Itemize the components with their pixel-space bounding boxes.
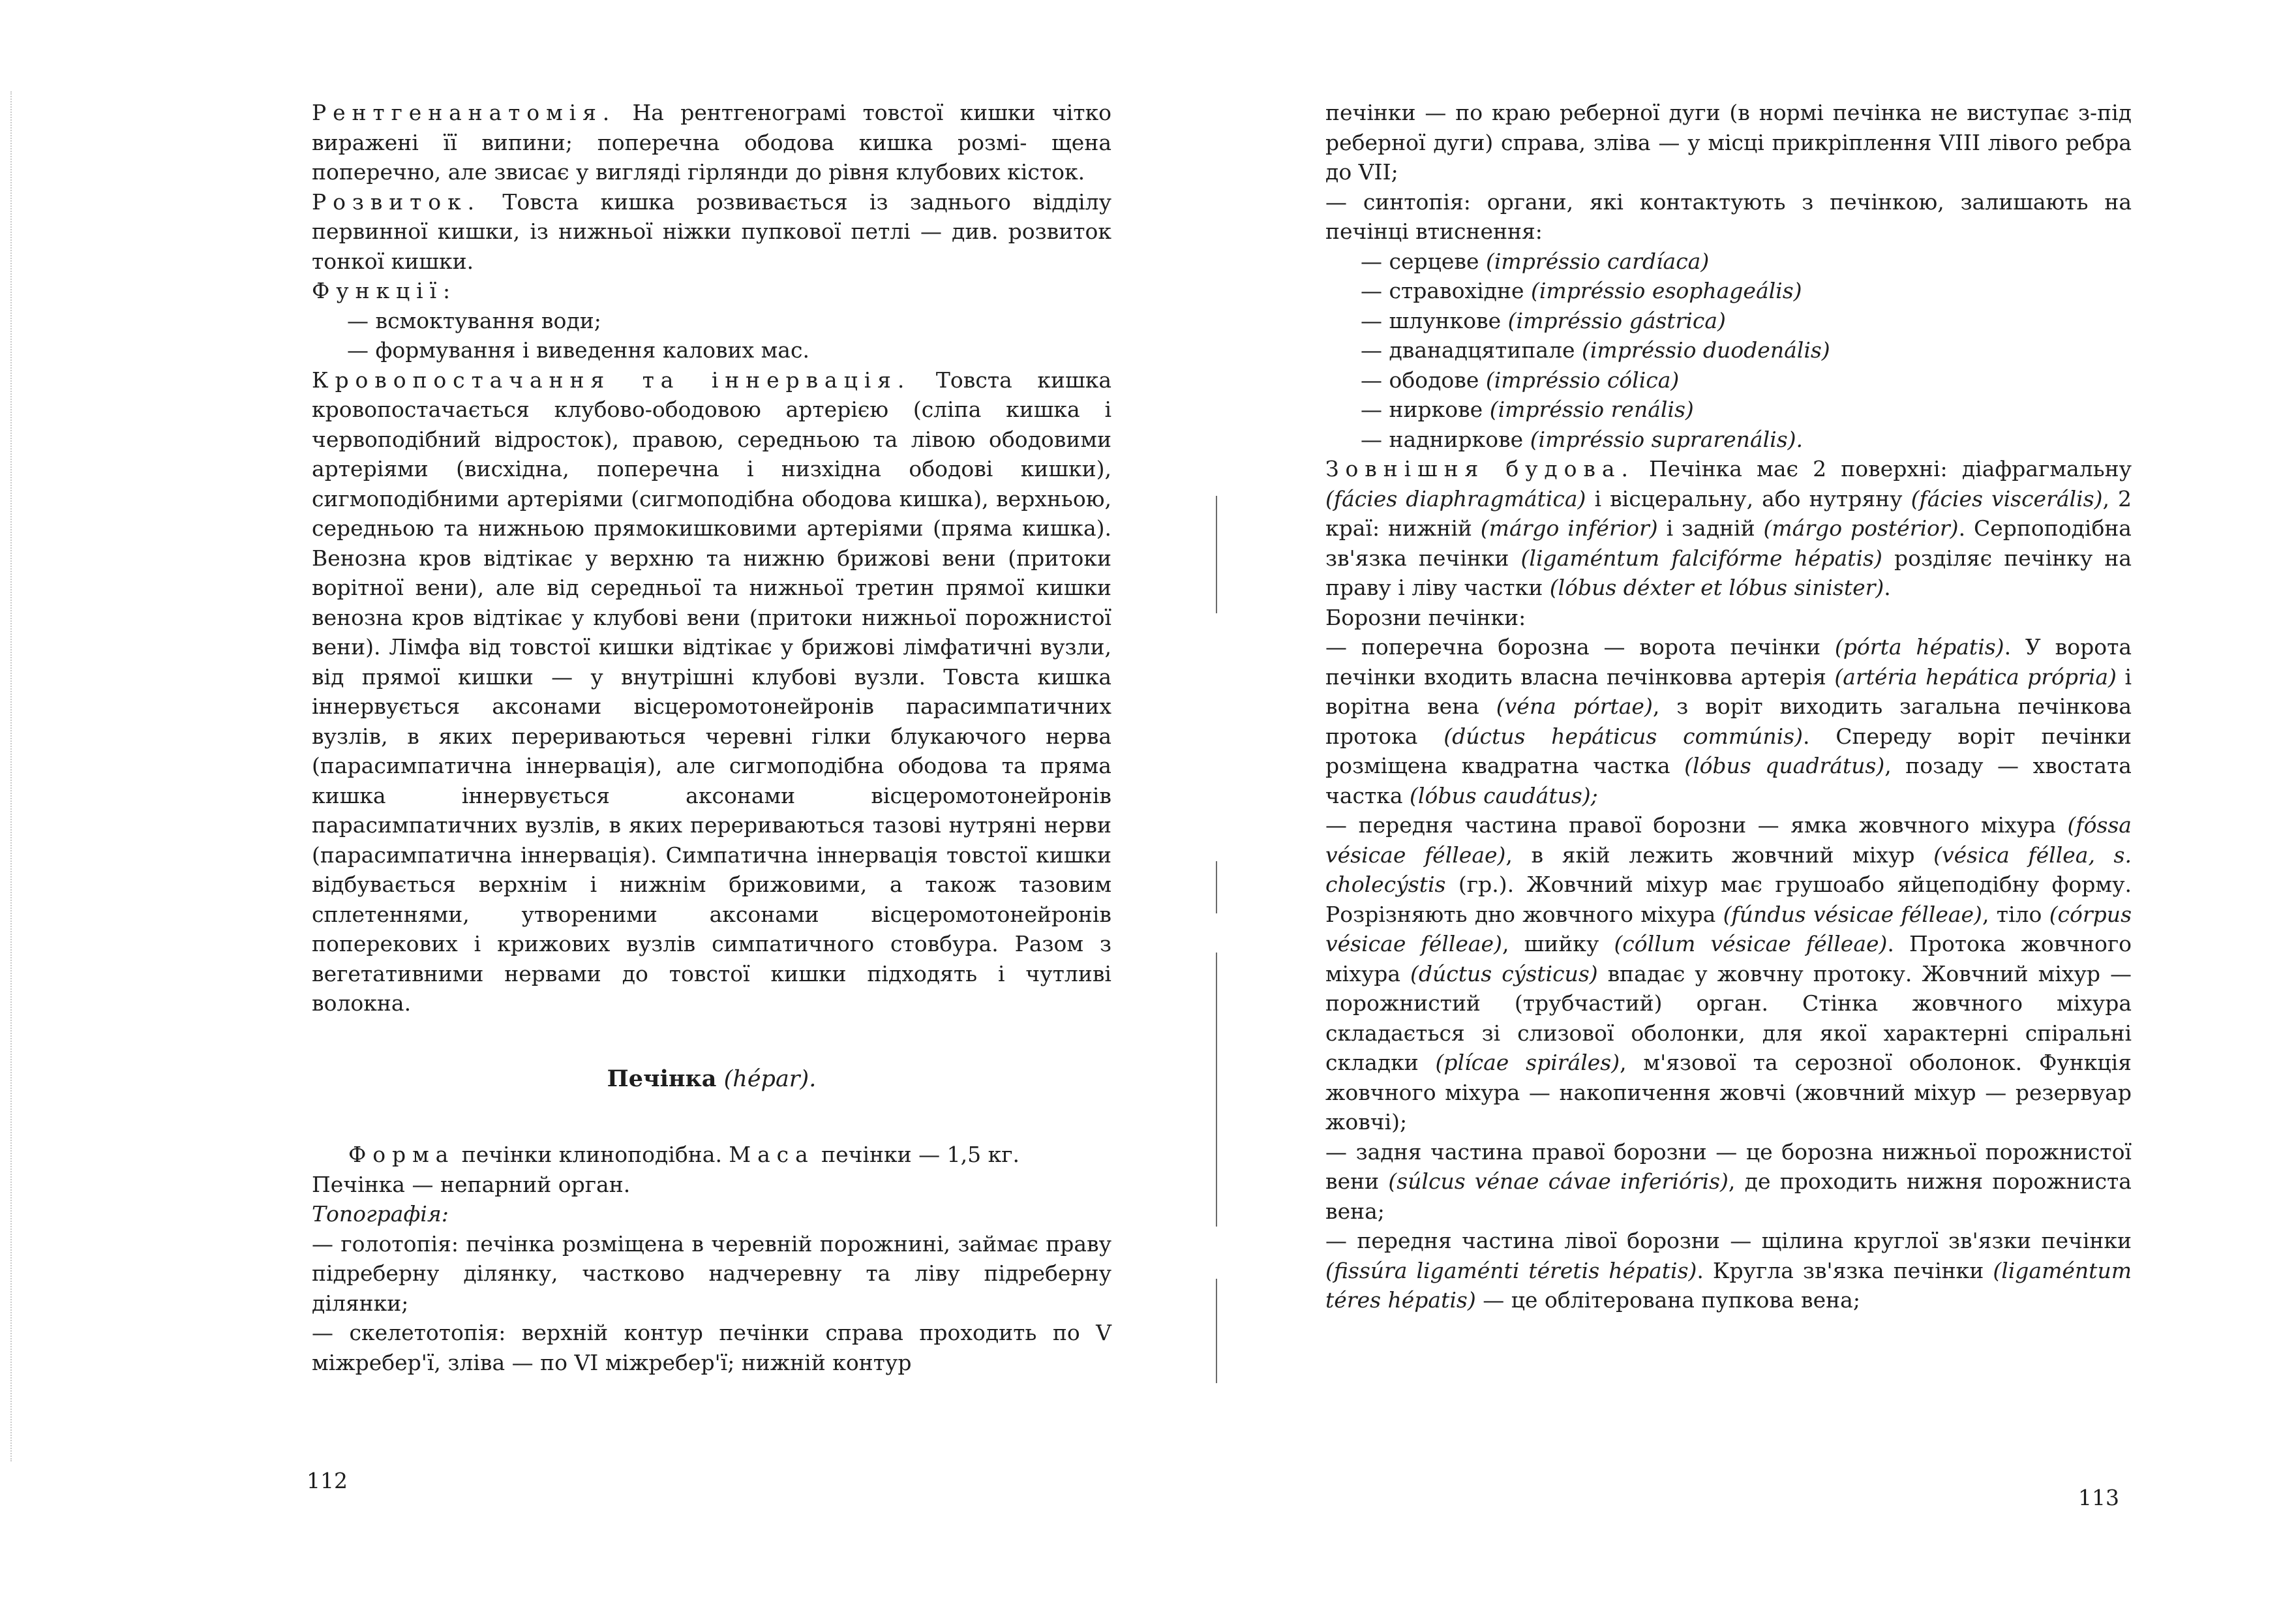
text-paragraph: — голотопія: печінка розміщена в черевній порожнині, займає праву підреберну ділянку, частково надчеревну та ліву підреберну ділянки; [312, 1230, 1111, 1316]
text-run: — це облітерована пуп [1475, 1287, 1743, 1313]
impression-item [1325, 365, 2132, 395]
latin-term: (artéria [1834, 664, 1918, 690]
text-run: . Серпоподібна зв'язка печінки [1325, 515, 2132, 571]
text-run: ворота печінки входить власна печінковва артерія [1325, 634, 2132, 690]
impression-latin: (impréssio gástrica) [1507, 307, 1726, 333]
golotopia-paragraph [312, 1229, 1111, 1319]
latin-term: (márgo postérior) [1763, 515, 1959, 541]
latin-term: cýsticus) [1502, 960, 1598, 986]
impression-item [1325, 335, 2132, 365]
text-run: . У [2004, 634, 2041, 660]
text-run: , 2 краї: нижній [1325, 485, 2132, 541]
impression-uk: — стравохідне [1361, 278, 1531, 303]
binding-gutter [1213, 496, 1220, 1409]
text-run: або яйцеподібну форму. Розрізняють дно жовчного міхура [1325, 872, 2132, 927]
latin-term: (ligamén [1520, 545, 1617, 571]
text-run: (гр.). Жовчний міхур має грушо [1445, 872, 1846, 897]
text-paragraph [1325, 1137, 2132, 1227]
latin-term: (fissúra ligaménti téretis hépatis) [1325, 1257, 1697, 1283]
furrows-title: Борозни печінки: [1325, 604, 1526, 630]
text-paragraph: — синтопія: органи, які контактують з печінкою, залишають на печінці втиснення: [1325, 189, 2132, 244]
impressions-list [1325, 247, 2132, 455]
page-number-right: 113 [2078, 1485, 2119, 1510]
impression-uk: — дванадцятипале [1361, 337, 1582, 363]
text-run: складається зі слизової оболонки, для якої характерні [1325, 1020, 2008, 1046]
mass-word: Маса [729, 1142, 815, 1167]
latin-term: (cóllum vésicae félleae) [1614, 931, 1888, 956]
page-number-left: 112 [307, 1468, 348, 1493]
text-run: Товста кишка розвивається із заднього відділу [480, 189, 1111, 215]
impression-item [1325, 425, 2132, 455]
text-run: первинної кишки, із нижньої ніжки пупкової петлі — див. [312, 219, 999, 244]
text-run: ки печінки [2003, 1228, 2132, 1253]
text-run: , м'язової та серозної [1620, 1050, 1892, 1075]
text-run: впадає у жовчну протоку. Жовчний міхур — [1597, 960, 2132, 986]
text-run: оболонок. Функція жовчного міхура — накопичення жовчі [1325, 1050, 2132, 1105]
latin-term: hepática própria) [1926, 664, 2117, 690]
latin-term: tum falcifórme hépatis) [1616, 545, 1882, 571]
text-run: спіральні складки [1325, 1020, 2132, 1075]
impression-uk: — серцеве [1361, 248, 1486, 274]
text-paragraph: — скелетотопія: верхній контур печінки справа проходить по V міжребер'ї, зліва — по VI міжребер'ї; нижній контур [312, 1320, 1111, 1375]
text-run: ра [2029, 812, 2068, 838]
skeletotopia-continued [1325, 98, 2132, 187]
impression-latin: (impréssio esophageális) [1530, 278, 1802, 303]
text-run: — задня частина правої борозни — це борозна нижньої [1325, 1138, 1976, 1165]
functions-list [312, 306, 1111, 365]
liver-title-latin: (hépar). [723, 1065, 817, 1092]
form-text-2: печінки — 1,5 кг. [814, 1142, 1020, 1167]
text-run: . Кругла зв'язка [1697, 1257, 1884, 1283]
spaced-heading: Функції: [312, 278, 457, 303]
text-run: , з воріт вихо [1652, 694, 1832, 719]
latin-term: (dúctus [1410, 960, 1492, 986]
text-run: і ворітна вена [1325, 664, 2132, 719]
text-run: , шийку [1502, 931, 1599, 956]
text-paragraph [1325, 454, 2132, 603]
text-paragraph [312, 187, 1111, 277]
latin-term: (fóssa vésicae félleae) [1325, 812, 2132, 868]
latin-term: (vésica féllea, s. cholecýstis [1325, 842, 2132, 897]
text-run: дить нижня порожниста вена; [1325, 1168, 2132, 1224]
latin-term: (fácies diaphragmática) [1325, 485, 1586, 511]
impression-latin: (impréssio cardíaca) [1485, 248, 1710, 274]
page-edge-marks [10, 91, 13, 1461]
text-run: і задній [1657, 515, 1755, 541]
text-run: розвиток тонкої кишки. [312, 219, 1111, 274]
text-run: порожнистої вени [1325, 1138, 2132, 1194]
text-paragraph [312, 98, 1111, 187]
form-word: Форма [348, 1142, 455, 1167]
text-run: розділяє печінку на праву і ліву [1325, 545, 2132, 600]
liver-form-paragraph [312, 1140, 1111, 1170]
text-run: На рентгенограмі товстої кишки [616, 100, 1036, 125]
text-run: щена поперечно, але звисає у вигляді гірлянди до рівня [312, 129, 1111, 185]
vena-cava-paragraph [1325, 1137, 2132, 1227]
text-run: , тіло [1982, 901, 2049, 927]
blood-supply-paragraph [312, 365, 1111, 1018]
porta-paragraph [1325, 632, 2132, 810]
text-run: , де прохо [1728, 1168, 1847, 1194]
text-run: і вісцеральну, або нутряну [1586, 485, 1903, 511]
latin-term: (lóbus quadrátus) [1684, 753, 1885, 778]
text-run: Печінка має 2 поверхні: діафраг [1634, 456, 2050, 481]
text-run: чітко виражені її випини; поперечна ободова кишка розмі- [312, 100, 1111, 155]
skeletotopia-paragraph [312, 1318, 1111, 1377]
latin-term: (fácies viscerális) [1911, 485, 2103, 511]
blood-supply-heading: Кровопостачання та іннервація. [312, 367, 911, 393]
text-run: — поперечна борозна — ворота печінки [1325, 634, 1835, 660]
text-paragraph [312, 276, 1111, 306]
impression-latin: (impréssio renális) [1489, 397, 1694, 422]
text-run: . Спереду воріт печінки розміщена квадратна частка [1325, 723, 2132, 778]
impression-uk: — надниркове [1361, 426, 1530, 452]
text-run: печінки [1893, 1257, 1993, 1283]
colon-section [312, 98, 1111, 306]
latin-term: (pórta hépatis) [1834, 634, 2004, 660]
latin-term: (dúctus hepáticus commú [1443, 723, 1763, 749]
form-text-1: печінки клиноподібна. [455, 1142, 729, 1167]
external-structure-paragraph [1325, 454, 2132, 603]
impression-uk: — ободове [1361, 367, 1486, 393]
impression-item [1325, 247, 2132, 277]
impression-item [1325, 276, 2132, 306]
function-item: — всмоктування води; [347, 307, 601, 333]
latin-term: (márgo inférior) [1480, 515, 1658, 541]
impression-item [1325, 395, 2132, 425]
text-run: . [1884, 575, 1891, 600]
function-item: — формування і виведення калових мас. [347, 337, 809, 363]
text-run: . Протока жовчного міхура [1325, 931, 2132, 986]
text-run: , в якій лежить жовчний міхур [1505, 842, 1915, 868]
text-run: порожнистий (трубчастий) орган. Стінка жовчного міхура [1325, 990, 2132, 1016]
latin-term: (lóbus [1410, 782, 1477, 808]
text-run: мальну [2049, 456, 2132, 481]
text-run: — передня частина лівої борозни — щілина круглої зв'яз [1325, 1228, 2004, 1253]
impression-latin: (impréssio cólica) [1485, 367, 1680, 393]
impression-latin: (impréssio duodenális) [1582, 337, 1830, 363]
text-run: — передня частина правої борозни — ямка жовчного міху [1325, 812, 2030, 838]
left-page [312, 98, 1111, 1377]
spaced-heading: Зовнішня будова. [1325, 456, 1635, 481]
right-page [1325, 98, 2132, 1315]
spaced-heading: Розвиток. [312, 189, 481, 215]
text-run: (жовчний міхур — резервуар жовчі); [1325, 1079, 2132, 1135]
latin-term: (fúndus vésicae félleae) [1723, 901, 1982, 927]
text-paragraph: печінки — по краю реберної дуги (в нормі печінка не виступає з-під реберної дуги) справа, зліва — у місці прикріплення VIII лівого ребра до VII; [1325, 100, 2132, 185]
impression-item [1325, 306, 2132, 336]
text-run: дить загальна печінкова протока [1325, 694, 2132, 749]
latin-term: (súlcus vénae cávae inferióris) [1388, 1168, 1729, 1194]
impression-latin: (impréssio suprarenális). [1530, 426, 1804, 452]
liver-title: Печінка [607, 1065, 717, 1092]
unpaired-organ: Печінка — непарний орган. [312, 1171, 631, 1197]
syntopia-paragraph [1325, 187, 2132, 247]
text-run: , позаду — хвостата частка [1325, 753, 2132, 808]
latin-term: caudátus); [1483, 782, 1598, 808]
latin-term: (plícae spiráles) [1435, 1050, 1620, 1075]
latin-term: (véna pórtae) [1496, 694, 1653, 719]
text-run: кова вена; [1742, 1287, 1860, 1313]
impression-uk: — ниркове [1361, 397, 1490, 422]
latin-term: (lóbus déxter et lóbus sinister) [1549, 575, 1884, 600]
text-run: частки [1464, 575, 1550, 600]
text-paragraph [1325, 1226, 2132, 1315]
liver-heading [312, 1064, 1111, 1095]
text-run: клубових кісток. [896, 159, 1085, 185]
text-paragraph [1325, 632, 2132, 810]
text-paragraph [1325, 810, 2132, 1137]
blood-supply-text: Товста кишка кровопостачається клубово-ободовою артерією (сліпа кишка і червоподібний відросток), правою, середньою та лівою ободовими артеріями (висхідна, поперечна і низхідна ободові кишки), сигмоподібними артеріями (сигмоподібна ободова кишка), верхньою, середньою та нижньою прямокишковими артеріями (пряма кишка). Венозна кров відтікає у верхню та нижню брижові вени (притоки ворітної вени), але від середньої та нижньої третин прямої кишки венозна кров відтікає у клубові вени (притоки нижньої порожнистої вени). Лімфа від товстої кишки відтікає у брижові лімфатичні вузли, від прямої кишки — у внутрішні клубові вузли. Товста кишка іннервується аксонами вісцеромотонейронів парасимпатичних вузлів, в яких перериваються черевні гілки блукаючого нерва (парасимпатична іннервація), але сигмоподібна ободова та пряма кишка іннервується аксонами вісцеромотонейронів парасимпатичних вузлів, в яких перериваються тазові нутряні нерви (парасимпатична іннервація). Симпатична іннервація товстої кишки відбувається верхнім і нижнім брижовими, а також тазовим сплетеннями, утвореними аксонами вісцеромотонейронів поперекових і крижових вузлів симпатичного стовбура. Разом з вегетативними нервами до товстої кишки підходять і чутливі волокна. [312, 367, 1112, 1016]
topography-label: Топографія: [312, 1201, 449, 1227]
latin-term: nis) [1762, 723, 1803, 749]
latin-term: (ligaméntum téres hépatis) [1325, 1257, 2132, 1313]
latin-term: (córpus vésicae félleae) [1325, 901, 2132, 956]
spaced-heading: Рентгенанатомія. [312, 100, 616, 125]
gallbladder-paragraph [1325, 810, 2132, 1137]
ligament-paragraph [1325, 1226, 2132, 1315]
impression-uk: — шлункове [1361, 307, 1508, 333]
